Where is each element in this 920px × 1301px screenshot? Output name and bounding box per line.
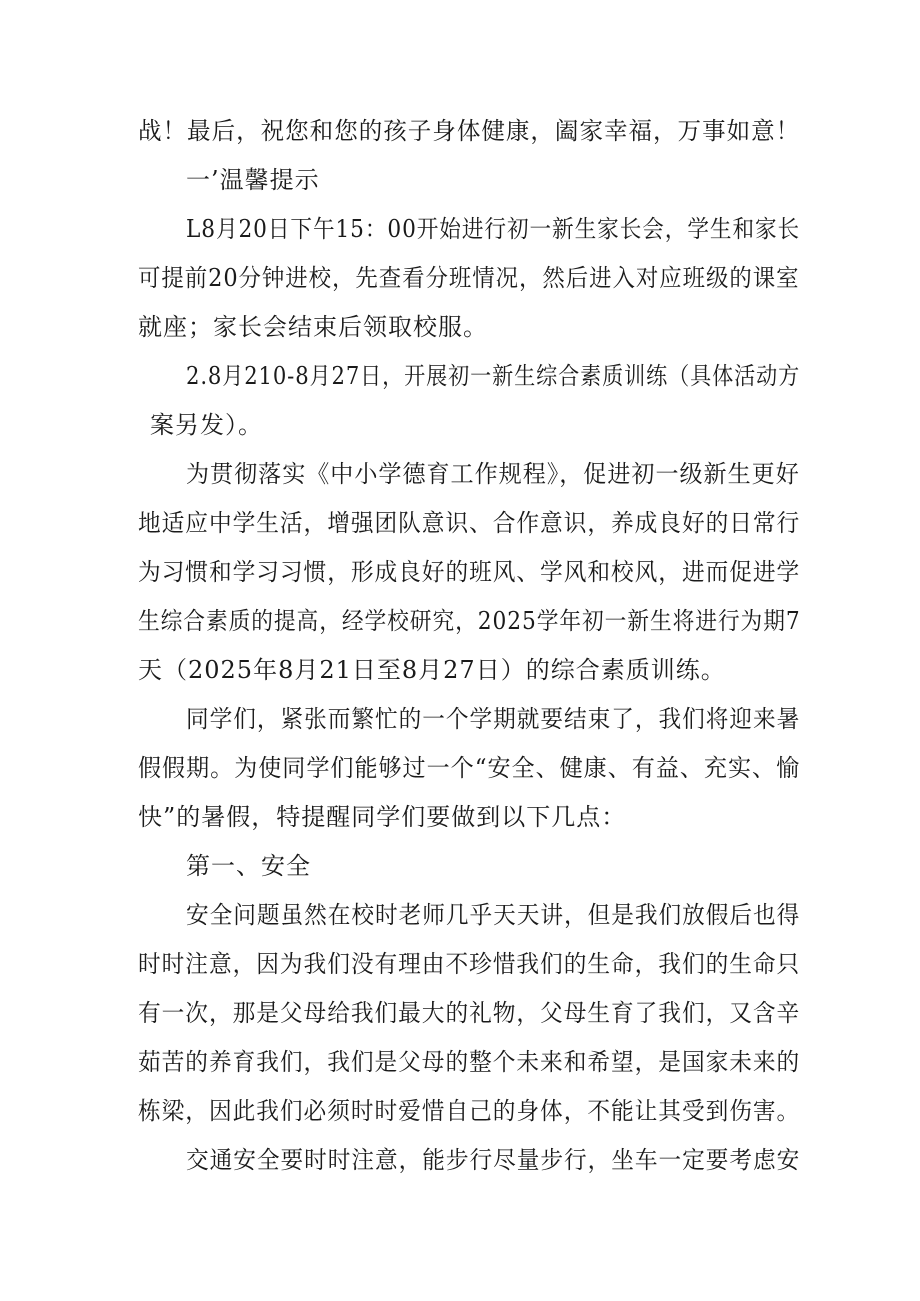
text-line: 为习惯和学习习惯，形成良好的班风、学风和校风，进而促进学 xyxy=(138,558,801,586)
text-line: L8月20日下午15：00开始进行初一新生家长会，学生和家长 xyxy=(186,215,801,243)
text-line: 生综合素质的提高，经学校研究，2025学年初一新生将进行为期7 xyxy=(138,607,801,635)
text-line: 假假期。为使同学们能够过一个“安全、健康、有益、充实、愉 xyxy=(138,754,801,782)
text-line: 有一次，那是父母给我们最大的礼物，父母生育了我们，又含辛 xyxy=(138,999,801,1027)
text-line: 安全问题虽然在校时老师几乎天天讲，但是我们放假后也得 xyxy=(186,901,801,929)
text-line: 栋梁，因此我们必须时时爱惜自己的身体，不能让其受到伤害。 xyxy=(138,1097,801,1125)
text-line: 为贯彻落实《中小学德育工作规程》，促进初一级新生更好 xyxy=(186,460,800,488)
text-line: 天（2025年8月21日至8月27日）的综合素质训练。 xyxy=(138,656,726,684)
text-line: 2.8月210-8月27日，开展初一新生综合素质训练（具体活动方 xyxy=(186,362,801,390)
text-line: 茹苦的养育我们，我们是父母的整个未来和希望，是国家未来的 xyxy=(138,1048,801,1076)
text-line: 案另发）。 xyxy=(150,411,263,439)
text-line: 同学们，紧张而繁忙的一个学期就要结束了，我们将迎来暑 xyxy=(186,705,801,733)
text-line: 就座；家长会结束后领取校服。 xyxy=(138,313,488,341)
section-heading: 第一、安全 xyxy=(186,852,311,880)
text-line: 可提前20分钟进校，先查看分班情况，然后进入对应班级的课室 xyxy=(138,264,800,292)
text-line: 交通安全要时时注意，能步行尽量步行，坐车一定要考虑安 xyxy=(186,1146,801,1174)
text-line: 地适应中学生活，增强团队意识、合作意识，养成良好的日常行 xyxy=(138,509,801,537)
text-line: 时时注意，因为我们没有理由不珍惜我们的生命，我们的生命只 xyxy=(138,950,801,978)
text-line: 战！最后，祝您和您的孩子身体健康，阖家幸福，万事如意！ xyxy=(138,117,801,145)
text-line: 快”的暑假，特提醒同学们要做到以下几点： xyxy=(138,803,627,831)
section-heading: 一’温馨提示 xyxy=(186,166,320,194)
